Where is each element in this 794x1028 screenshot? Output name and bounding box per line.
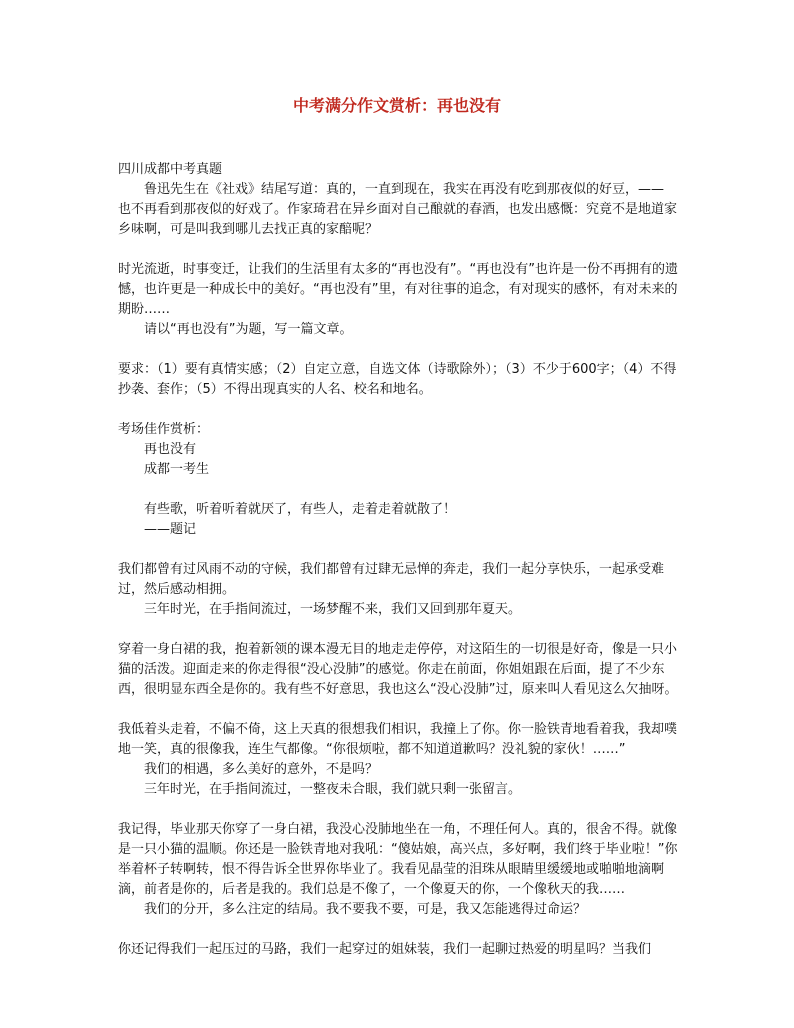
essay-paragraph-4: 我低着头走着，不偏不倚，这上天真的很想我们相识，我撞上了你。你一脸铁青地看着我，我却噗地一笑，真的很像我，连生气都像。“你很烦啦，都不知道道歉吗？没礼貌的家伙！……” bbox=[118, 722, 678, 757]
essay-heading: 考场佳作赏析： bbox=[118, 422, 210, 437]
essay-paragraph-5: 我们的相遇，多么美好的意外，不是吗？ bbox=[144, 762, 379, 777]
intro-paragraph-1: 鲁迅先生在《社戏》结尾写道：真的，一直到现在，我实在再没有吃到那夜似的好豆，—— bbox=[144, 182, 665, 197]
essay-paragraph-7: 我记得，毕业那天你穿了一身白裙，我没心没肺地坐在一角，不理任何人。真的，很舍不得。就像是一只小猫的温顺。你还是一脸铁青地对我吼：“傻姑娘，高兴点，多好啊，我们终于毕业啦！”你举着杯子转啊转，恨不得告诉全世界你毕业了。我看见晶莹的泪珠从眼睛里缓缓地或啪啪地滴啊滴，前者是你的，后者是我的。我们总是不像了，一个像夏天的你，一个像秋天的我…… bbox=[118, 822, 678, 897]
essay-paragraph-6: 三年时光，在手指间流过，一整夜未合眼，我们就只剩一张留言。 bbox=[144, 782, 522, 797]
source-line: 四川成都中考真题 bbox=[118, 162, 223, 177]
epigraph-label: ——题记 bbox=[144, 522, 197, 537]
essay-paragraph-3: 穿着一身白裙的我，抱着新领的课本漫无目的地走走停停，对这陌生的一切很是好奇，像是一只小猫的活泼。迎面走来的你走得很“没心没肺”的感觉。你走在前面，你姐姐跟在后面，提了不少东西，很明显东西全是你的。我有些不好意思，我也这么“没心没肺”过，原来叫人看见这么欠抽呀。 bbox=[118, 642, 678, 697]
essay-paragraph-1: 我们都曾有过风雨不动的守候，我们都曾有过肆无忌惮的奔走，我们一起分享快乐，一起承受难过，然后感动相拥。 bbox=[118, 562, 665, 597]
essay-author: 成都一考生 bbox=[144, 462, 210, 477]
document-body bbox=[118, 160, 678, 960]
essay-paragraph-2: 三年时光，在手指间流过，一场梦醒不来，我们又回到那年夏天。 bbox=[144, 602, 522, 617]
prompt-paragraph-2: 请以“再也没有”为题，写一篇文章。 bbox=[144, 322, 353, 337]
requirements: 要求：（1）要有真情实感；（2）自定立意，自选文体（诗歌除外）；（3）不少于600字；（4）不得抄袭、套作；（5）不得出现真实的人名、校名和地名。 bbox=[118, 362, 677, 397]
document-title: 中考满分作文赏析：再也没有 bbox=[292, 96, 501, 115]
essay-paragraph-8: 我们的分开，多么注定的结局。我不要我不要，可是，我又怎能逃得过命运？ bbox=[144, 902, 587, 917]
prompt-paragraph-1: 时光流逝，时事变迁，让我们的生活里有太多的“再也没有”。“再也没有”也许是一份不再拥有的遗憾，也许更是一种成长中的美好。“再也没有”里，有对往事的追念，有对现实的感怀，有对未来的期盼…… bbox=[118, 262, 678, 317]
epigraph: 有些歌，听着听着就厌了，有些人，走着走着就散了！ bbox=[144, 502, 457, 517]
intro-paragraph-2: 也不再看到那夜似的好戏了。作家琦君在异乡面对自己酿就的春酒，也发出感慨：究竟不是地道家乡味啊，可是叫我到哪儿去找正真的家醅呢？ bbox=[118, 202, 678, 237]
essay-title: 再也没有 bbox=[144, 442, 197, 457]
essay-paragraph-9: 你还记得我们一起压过的马路，我们一起穿过的姐妹装，我们一起聊过热爱的明星吗？当我们 bbox=[118, 942, 652, 957]
